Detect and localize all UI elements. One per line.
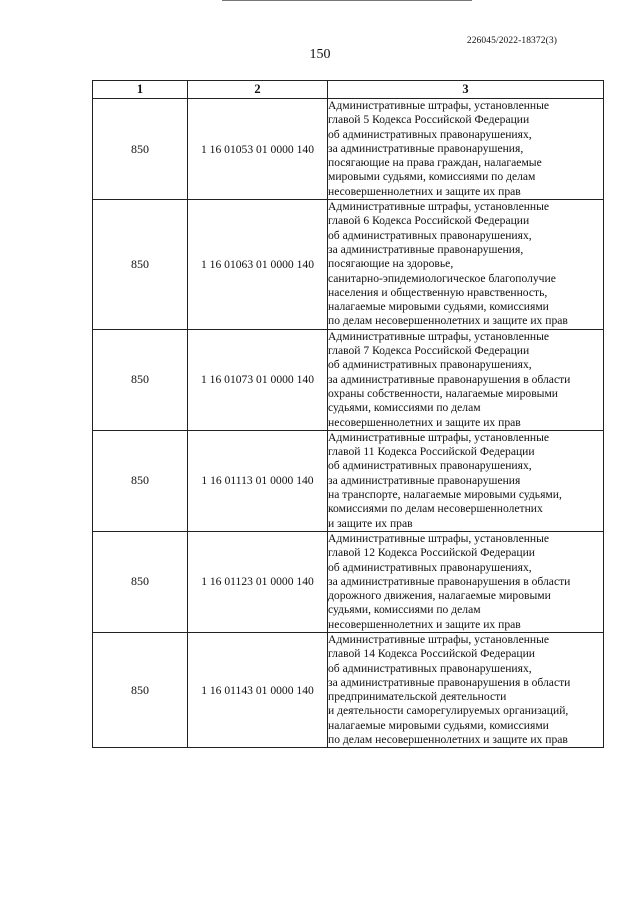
description-cell [328, 99, 604, 200]
admin-code-cell: 850 [93, 200, 188, 330]
page-number: 150 [309, 47, 331, 62]
admin-code-cell: 850 [93, 99, 188, 200]
description-line: санитарно-эпидемиологическое благополучие [328, 271, 556, 285]
description-cell [328, 200, 604, 330]
description-line: налагаемые мировыми судьями, комиссиями [328, 718, 549, 732]
description-line: Административные штрафы, установленные [328, 200, 550, 214]
description-line: главой 14 Кодекса Российской Федерации [328, 647, 536, 661]
budget-code-cell: 1 16 01143 01 0000 140 [188, 632, 328, 747]
description-line: за административные правонарушения [328, 473, 521, 487]
description-line: Административные штрафы, установленные [328, 430, 550, 444]
document-number: 226045/2022-18372(3) [466, 36, 557, 46]
budget-code-cell: 1 16 01113 01 0000 140 [188, 430, 328, 531]
description-line: несовершеннолетних и защите их прав [328, 617, 521, 631]
budget-code-cell: 1 16 01053 01 0000 140 [188, 99, 328, 200]
description-line: налагаемые мировыми судьями, комиссиями [328, 300, 549, 314]
admin-code-cell: 850 [93, 329, 188, 430]
description-line: об административных правонарушениях, [328, 228, 532, 242]
column-header-1: 1 [93, 81, 188, 99]
table-row [93, 632, 604, 747]
table-row [93, 329, 604, 430]
description-line: за административные правонарушения, [328, 242, 524, 256]
description-line: на транспорте, налагаемые мировыми судьями, [328, 488, 562, 502]
description-cell [328, 430, 604, 531]
description-line: за административные правонарушения, [328, 141, 524, 155]
description-line: главой 7 Кодекса Российской Федерации [328, 344, 530, 358]
description-line: охраны собственности, налагаемые мировыми [328, 386, 558, 400]
description-line: по делам несовершеннолетних и защите их прав [328, 733, 568, 747]
description-line: судьями, комиссиями по делам [328, 401, 481, 415]
description-line: и деятельности саморегулируемых организаций, [328, 704, 569, 718]
description-line: Административные штрафы, установленные [328, 632, 550, 646]
table-row [93, 531, 604, 632]
table-row [93, 430, 604, 531]
description-line: об административных правонарушениях, [328, 661, 532, 675]
budget-code-cell: 1 16 01073 01 0000 140 [188, 329, 328, 430]
description-line: несовершеннолетних и защите их прав [328, 184, 521, 198]
description-line: за административные правонарушения в области [328, 574, 571, 588]
description-line: за административные правонарушения в области [328, 372, 571, 386]
description-cell [328, 329, 604, 430]
description-line: предпринимательской деятельности [328, 690, 507, 704]
description-line: об административных правонарушениях, [328, 459, 532, 473]
description-line: по делам несовершеннолетних и защите их прав [328, 314, 568, 328]
budget-codes-table [92, 80, 604, 748]
description-line: и защите их прав [328, 516, 413, 530]
table-row [93, 99, 604, 200]
table-row [93, 200, 604, 330]
budget-code-cell: 1 16 01063 01 0000 140 [188, 200, 328, 330]
description-line: несовершеннолетних и защите их прав [328, 415, 521, 429]
admin-code-cell: 850 [93, 632, 188, 747]
admin-code-cell: 850 [93, 531, 188, 632]
description-line: главой 6 Кодекса Российской Федерации [328, 214, 530, 228]
description-line: дорожного движения, налагаемые мировыми [328, 589, 551, 603]
description-line: Административные штрафы, установленные [328, 531, 550, 545]
table-header-row [93, 81, 604, 99]
description-line: об административных правонарушениях, [328, 358, 532, 372]
description-line: главой 5 Кодекса Российской Федерации [328, 113, 530, 127]
description-line: за административные правонарушения в области [328, 675, 571, 689]
description-line: мировыми судьями, комиссиями по делам [328, 170, 536, 184]
column-header-3: 3 [328, 81, 604, 99]
description-line: посягающие на права граждан, налагаемые [328, 156, 542, 170]
description-line: главой 11 Кодекса Российской Федерации [328, 445, 535, 459]
description-line: судьями, комиссиями по делам [328, 603, 481, 617]
admin-code-cell: 850 [93, 430, 188, 531]
description-line: об административных правонарушениях, [328, 560, 532, 574]
description-line: Административные штрафы, установленные [328, 99, 550, 112]
description-line: об административных правонарушениях, [328, 127, 532, 141]
description-line: населения и общественную нравственность, [328, 285, 548, 299]
description-line: Административные штрафы, установленные [328, 329, 550, 343]
description-cell [328, 632, 604, 747]
description-line: главой 12 Кодекса Российской Федерации [328, 546, 536, 560]
top-rule [222, 0, 472, 1]
description-line: комиссиями по делам несовершеннолетних [328, 502, 543, 516]
column-header-2: 2 [188, 81, 328, 99]
description-cell [328, 531, 604, 632]
description-line: посягающие на здоровье, [328, 257, 454, 271]
budget-code-cell: 1 16 01123 01 0000 140 [188, 531, 328, 632]
